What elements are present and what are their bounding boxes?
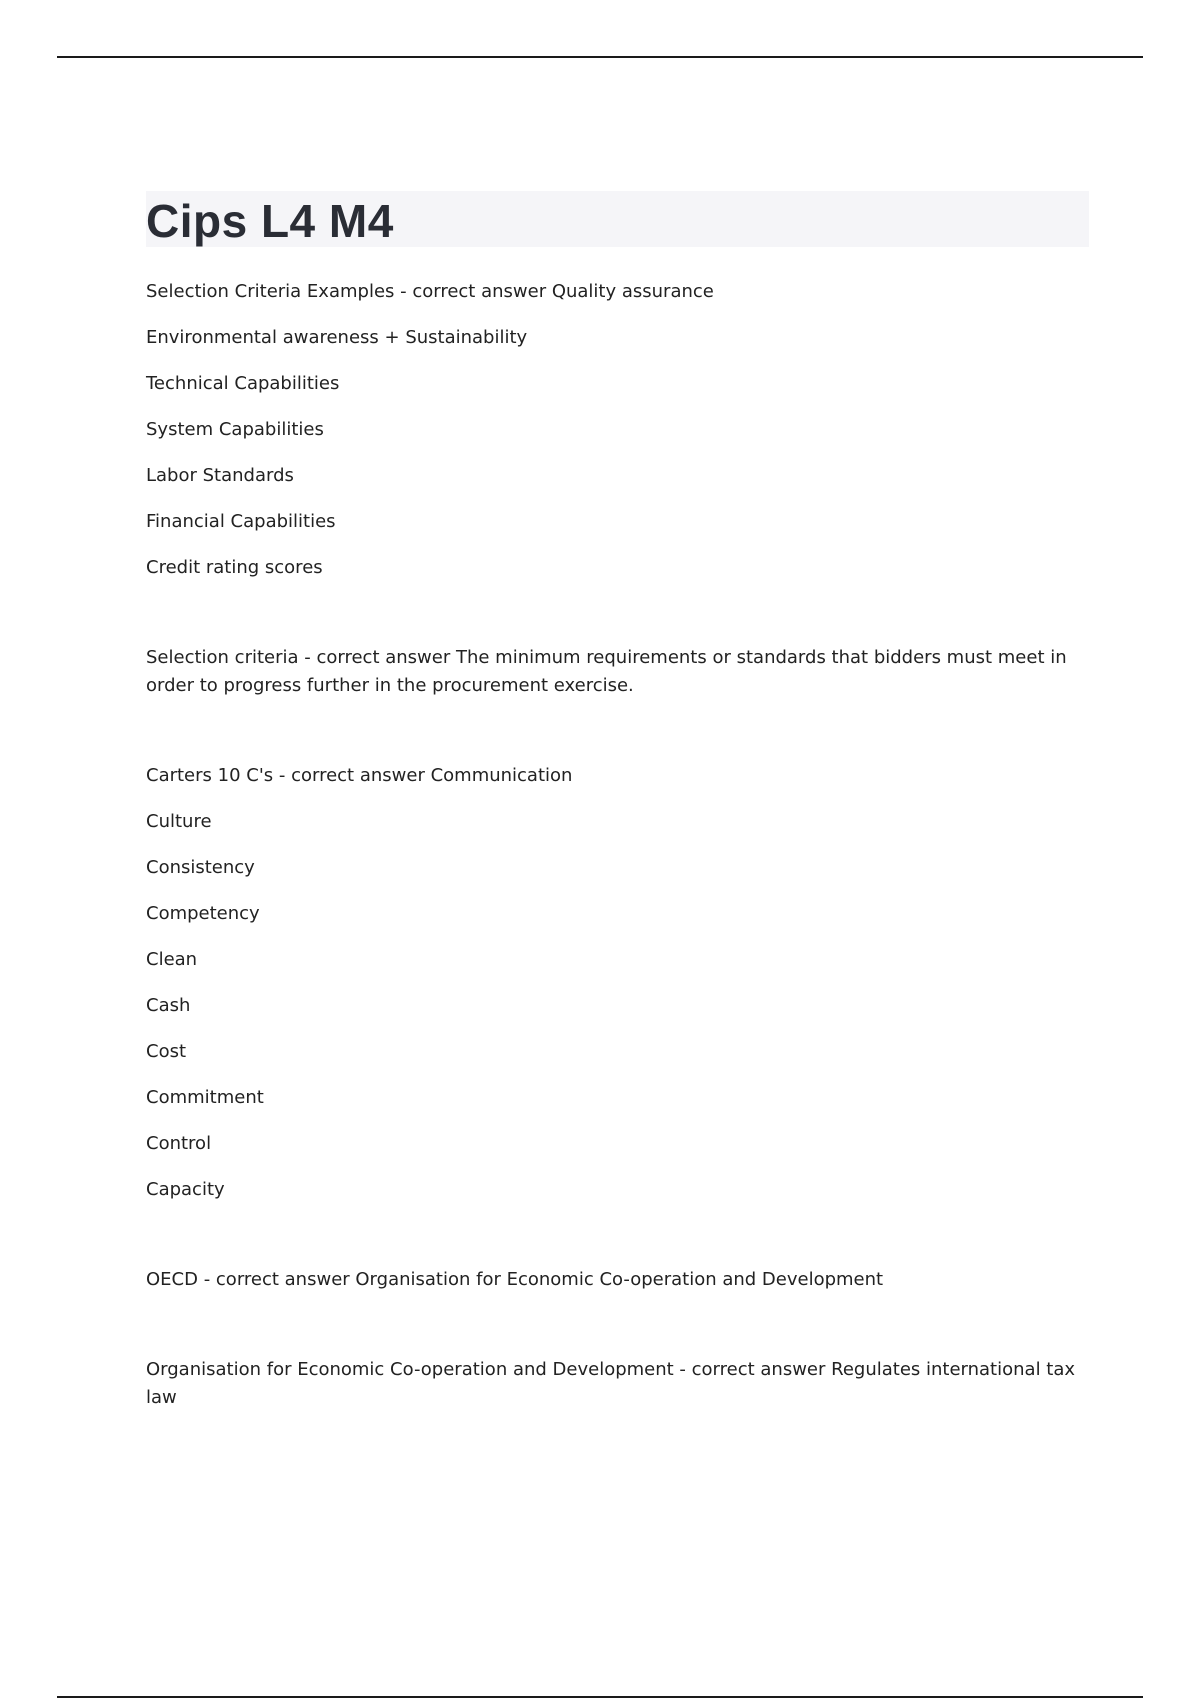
qa-line: Credit rating scores [146, 557, 323, 578]
qa-block-oecd-definition [146, 1356, 1089, 1412]
qa-line: Control [146, 1133, 212, 1154]
qa-line: Clean [146, 949, 198, 970]
qa-line: Commitment [146, 1087, 264, 1108]
qa-paragraph: Selection criteria - correct answer The minimum requirements or standards that bidders must meet in order to progress further in the procurement exercise. [146, 647, 1067, 696]
qa-line: Cash [146, 995, 191, 1016]
qa-line: Financial Capabilities [146, 511, 336, 532]
qa-line: Labor Standards [146, 465, 294, 486]
qa-line: Technical Capabilities [146, 373, 340, 394]
qa-paragraph: OECD - correct answer Organisation for Economic Co-operation and Development [146, 1269, 884, 1290]
document-title: Cips L4 M4 [146, 195, 394, 247]
qa-line: Culture [146, 811, 212, 832]
qa-block-carters-10-cs [146, 762, 1089, 1222]
qa-line: Carters 10 C's - correct answer Communication [146, 765, 573, 786]
qa-line: Environmental awareness + Sustainability [146, 327, 528, 348]
qa-line: System Capabilities [146, 419, 324, 440]
qa-line: Capacity [146, 1179, 225, 1200]
page-content [146, 191, 1089, 1412]
qa-block-oecd [146, 1266, 1089, 1294]
header-rule [57, 56, 1143, 58]
qa-line: Selection Criteria Examples - correct answer Quality assurance [146, 281, 714, 302]
qa-line: Cost [146, 1041, 187, 1062]
qa-line: Competency [146, 903, 260, 924]
qa-line: Consistency [146, 857, 255, 878]
qa-block-selection-criteria-examples [146, 278, 1089, 600]
title-bar [146, 191, 1089, 247]
footer-rule [57, 1696, 1143, 1698]
qa-block-selection-criteria [146, 644, 1089, 700]
qa-paragraph: Organisation for Economic Co-operation and Development - correct answer Regulates international tax law [146, 1359, 1076, 1408]
